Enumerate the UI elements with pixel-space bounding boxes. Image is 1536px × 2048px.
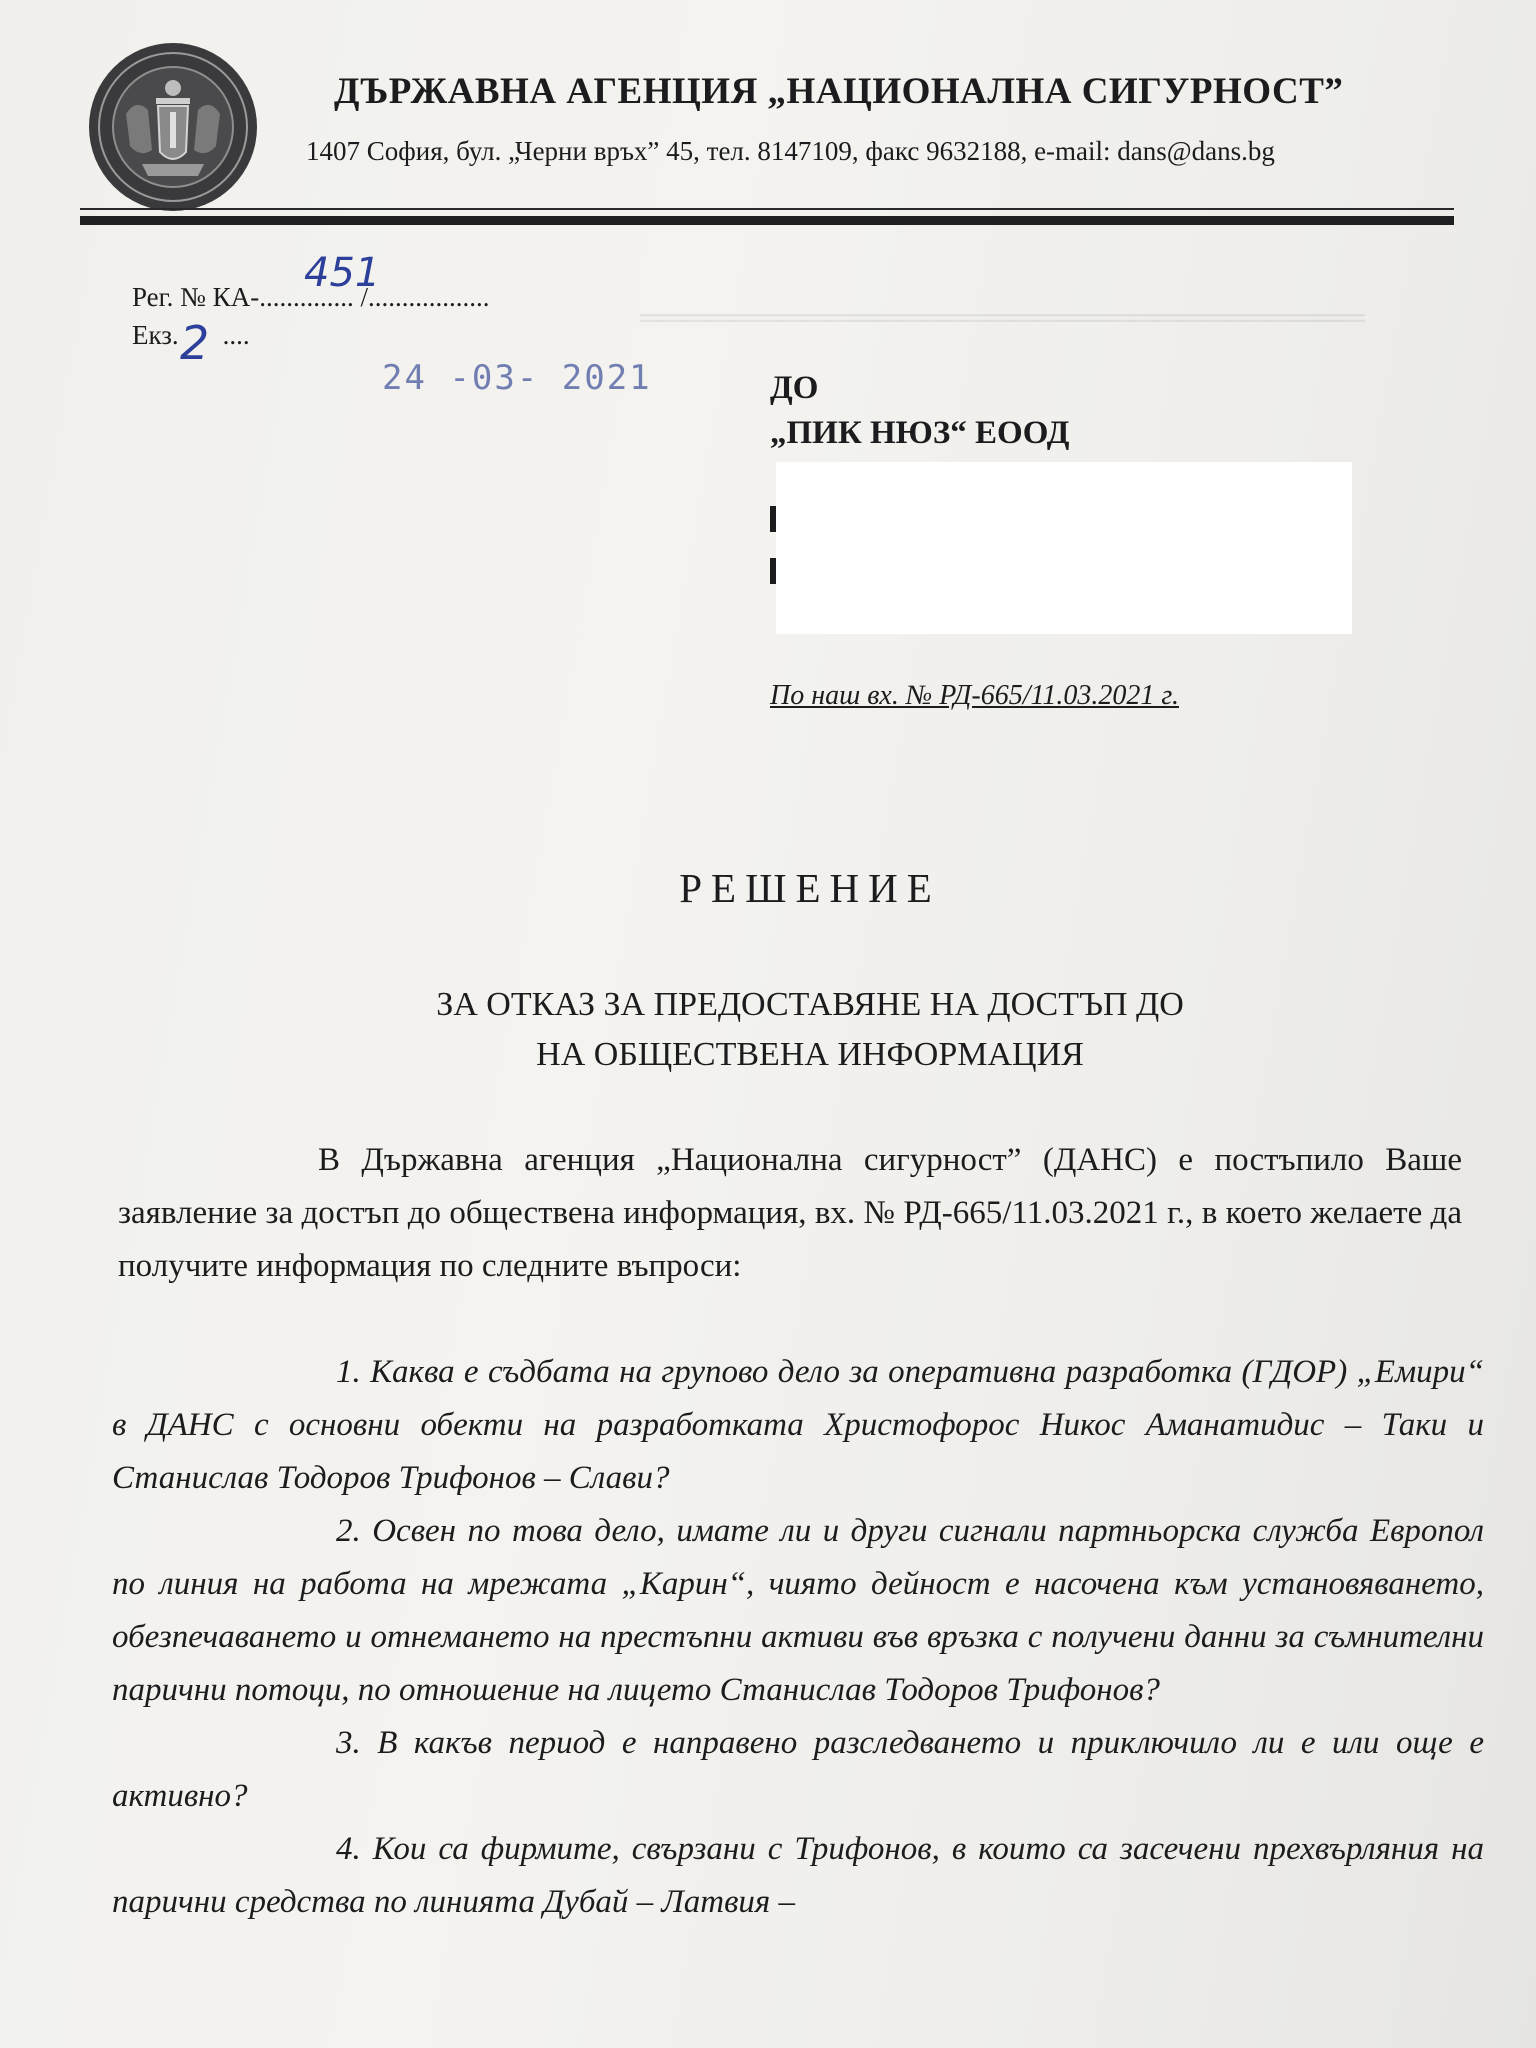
redaction-box bbox=[776, 462, 1352, 634]
questions-list bbox=[112, 1346, 1484, 1929]
recipient-block bbox=[770, 366, 1069, 456]
reference-number: По наш вх. № РД-665/11.03.2021 г. bbox=[770, 680, 1179, 711]
decision-subtitle-line-2: НА ОБЩЕСТВЕНА ИНФОРМАЦИЯ bbox=[536, 1036, 1084, 1073]
question-item: 4. Кои са фирмите, свързани с Трифонов, в които са засечени прехвърляния на парични средства по линията Дубай – Латвия – bbox=[112, 1831, 1484, 1920]
bleed-through-text: ═══════════════════════════════ bbox=[640, 300, 1365, 336]
date-stamp: 24 -03- 2021 bbox=[382, 358, 652, 398]
decision-subtitle-line-1: ЗА ОТКАЗ ЗА ПРЕДОСТАВЯНЕ НА ДОСТЪП ДО bbox=[436, 986, 1184, 1023]
recipient-company: „ПИК НЮЗ“ ЕООД bbox=[770, 415, 1070, 451]
recipient-to: ДО bbox=[770, 370, 819, 406]
question-item: 3. В какъв период е направено разследването и приключило ли е или още е активно? bbox=[112, 1725, 1484, 1814]
copy-number-handwritten: 2 bbox=[180, 316, 210, 370]
reg-number-handwritten: 451 bbox=[304, 250, 381, 296]
header-divider-thick bbox=[80, 216, 1454, 225]
intro-paragraph-block bbox=[118, 1134, 1462, 1293]
intro-paragraph: В Държавна агенция „Национална сигурност” (ДАНС) е постъпило Ваше заявление за достъп до обществена информация, вх. № РД-665/11.03.2021 г., в което желаете да получите информация по следните въпроси: bbox=[118, 1142, 1462, 1284]
reg-slash: /.................. bbox=[360, 282, 490, 312]
question-item: 1. Каква е съдбата на групово дело за оперативна разработка (ГДОР) „Емири“ в ДАНС с основни обекти на разработката Христофорос Никос Аманатидис – Таки и Станислав Тодоров Трифонов – Слави? bbox=[112, 1354, 1484, 1496]
reg-label: Рег. № КА- bbox=[132, 282, 260, 312]
decision-subtitle bbox=[0, 980, 1536, 1080]
reg-dots: .............. bbox=[259, 282, 354, 312]
agency-seal-icon bbox=[86, 40, 260, 214]
decision-title: РЕШЕНИЕ bbox=[679, 865, 941, 911]
copy-dots: .... bbox=[222, 320, 250, 350]
question-item: 2. Освен по това дело, имате ли и други сигнали партньорска служба Европол по линия на работа на мрежата „Карин“, чиято дейност е насочена към установяването, обезпечаването и отнемането на престъпни активи във връзка с получени данни за съмнителни парични потоци, по отношение на лицето Станислав Тодоров Трифонов? bbox=[112, 1513, 1484, 1708]
header-divider-thin bbox=[80, 208, 1454, 210]
copy-label: Екз. bbox=[132, 320, 179, 350]
agency-address: 1407 София, бул. „Черни връх” 45, тел. 8147109, факс 9632188, e-mail: dans@dans.bg bbox=[306, 136, 1275, 166]
agency-title: ДЪРЖАВНА АГЕНЦИЯ „НАЦИОНАЛНА СИГУРНОСТ” bbox=[334, 71, 1344, 112]
